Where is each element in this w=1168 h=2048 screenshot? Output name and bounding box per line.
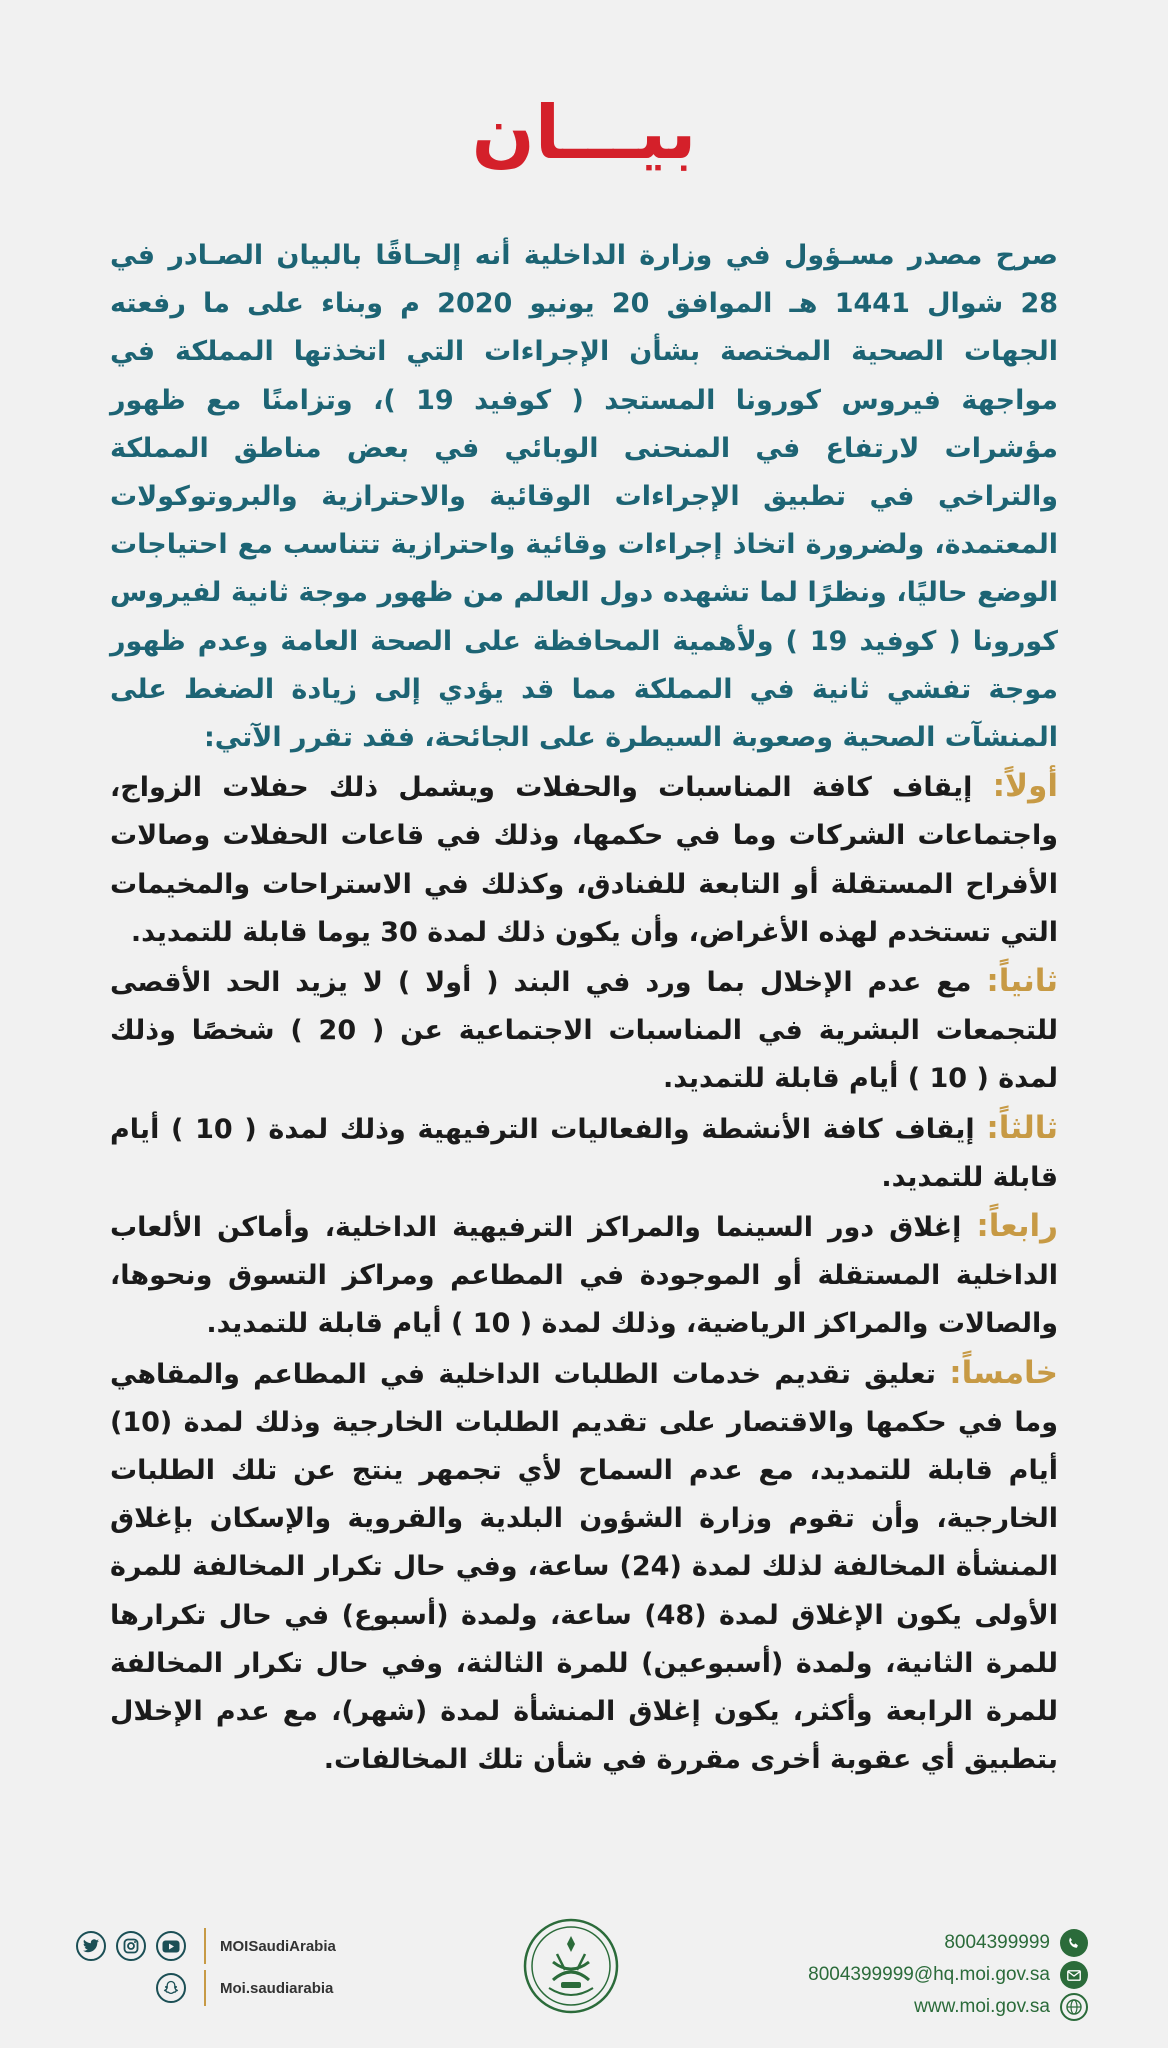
snapchat-row — [156, 1970, 333, 2006]
section-label: خامساً: — [949, 1354, 1058, 1391]
phone-number[interactable]: 8004399999 — [944, 1932, 1050, 1953]
phone-icon — [1060, 1929, 1088, 1957]
section-text: إيقاف كافة الأنشطة والفعاليات الترفيهية وذلك لمدة ( 10 ) أيام قابلة للتمديد. — [110, 1113, 1058, 1193]
website-row — [914, 1993, 1088, 2021]
section-1 — [110, 762, 1058, 957]
section-2 — [110, 957, 1058, 1104]
website-url[interactable]: www.moi.gov.sa — [914, 1996, 1050, 2017]
snapchat-handle[interactable]: Moi.saudiarabia — [220, 1979, 334, 1997]
section-label: أولاً: — [992, 768, 1058, 805]
ministry-emblem — [523, 1918, 619, 2014]
email-address[interactable]: 8004399999@hq.moi.gov.sa — [808, 1964, 1050, 1985]
social-handle[interactable]: MOISaudiArabia — [220, 1937, 336, 1955]
instagram-icon[interactable] — [116, 1931, 146, 1961]
twitter-icon[interactable] — [76, 1931, 106, 1961]
section-label: رابعاً: — [976, 1208, 1058, 1245]
section-text: تعليق تقديم خدمات الطلبات الداخلية في المطاعم والمقاهي وما في حكمها والاقتصار على تقديم الطلبات الخارجية وذلك لمدة (10) أيام قابلة للتمديد، مع عدم السماح لأي تجمهر ينتج عن تلك الطلبات الخارجية، وأن تقوم وزارة الشؤون البلدية والقروية والإسكان بإغلاق المنشأة المخالفة لذلك لمدة (24) ساعة، وفي حال تكرار المخالفة للمرة الأولى يكون الإغلاق لمدة (48) ساعة، ولمدة (أسبوع) في حال تكرارها للمرة الثانية، ولمدة (أسبوعين) للمرة الثالثة، وفي حال تكرار المخالفة للمرة الرابعة وأكثر، يكون إغلاق المنشأة لمدة (شهر)، مع عدم الإخلال بتطبيق أي عقوبة أخرى مقررة في شأن تلك المخالفات. — [110, 1358, 1058, 1776]
email-row — [808, 1961, 1088, 1989]
section-5 — [110, 1349, 1058, 1785]
page-title: بيـــان — [471, 90, 697, 176]
divider — [204, 1970, 206, 2006]
globe-icon — [1060, 1993, 1088, 2021]
statement-body — [110, 232, 1058, 1785]
social-links-row — [76, 1928, 336, 1964]
section-4 — [110, 1202, 1058, 1349]
section-text: إيقاف كافة المناسبات والحفلات ويشمل ذلك حفلات الزواج، واجتماعات الشركات وما في حكمها، وذلك في قاعات الحفلات وصالات الأفراح المستقلة أو التابعة للفنادق، وكذلك في الاستراحات والمخيمات التي تستخدم لهذه الأغراض، وأن يكون ذلك لمدة 30 يوما قابلة للتمديد. — [110, 772, 1058, 948]
section-text: مع عدم الإخلال بما ورد في البند ( أولا ) لا يزيد الحد الأقصى للتجمعات البشرية في المناسبات الاجتماعية عن ( 20 ) شخصًا وذلك لمدة ( 10 ) أيام قابلة للتمديد. — [110, 967, 1058, 1095]
section-text: إغلاق دور السينما والمراكز الترفيهية الداخلية، وأماكن الألعاب الداخلية المستقلة أو الموجودة في المطاعم ومراكز التسوق ونحوها، والصالات والمراكز الرياضية، وذلك لمدة ( 10 ) أيام قابلة للتمديد. — [110, 1212, 1058, 1340]
intro-paragraph: صرح مصدر مسـؤول في وزارة الداخلية أنه إلحـاقًا بالبيان الصـادر في 28 شوال 1441 هـ الموافق 20 يونيو 2020 م وبناء على ما رفعته الجهات الصحية المختصة بشأن الإجراءات التي اتخذتها المملكة في مواجهة فيروس كورونا المستجد ( كوفيد 19 )، وتزامنًا مع ظهور مؤشرات لارتفاع في المنحنى الوبائي في بعض مناطق المملكة والتراخي في تطبيق الإجراءات الوقائية والاحترازية والبروتوكولات المعتمدة، ولضرورة اتخاذ إجراءات وقائية واحترازية تتناسب مع احتياجات الوضع حاليًا، ونظرًا لما تشهده دول العالم من ظهور موجة ثانية لفيروس كورونا ( كوفيد 19 ) ولأهمية المحافظة على الصحة العامة وعدم ظهور موجة تفشي ثانية في المملكة مما قد يؤدي إلى زيادة الضغط على المنشآت الصحية وصعوبة السيطرة على الجائحة، فقد تقرر الآتي: — [110, 240, 1059, 754]
phone-row — [944, 1929, 1088, 1957]
section-label: ثانياً: — [986, 963, 1058, 1000]
snapchat-icon[interactable] — [156, 1973, 186, 2003]
youtube-icon[interactable] — [156, 1931, 186, 1961]
section-label: ثالثاً: — [986, 1109, 1058, 1146]
section-3 — [110, 1104, 1058, 1202]
email-icon — [1060, 1961, 1088, 1989]
divider — [204, 1928, 206, 1964]
